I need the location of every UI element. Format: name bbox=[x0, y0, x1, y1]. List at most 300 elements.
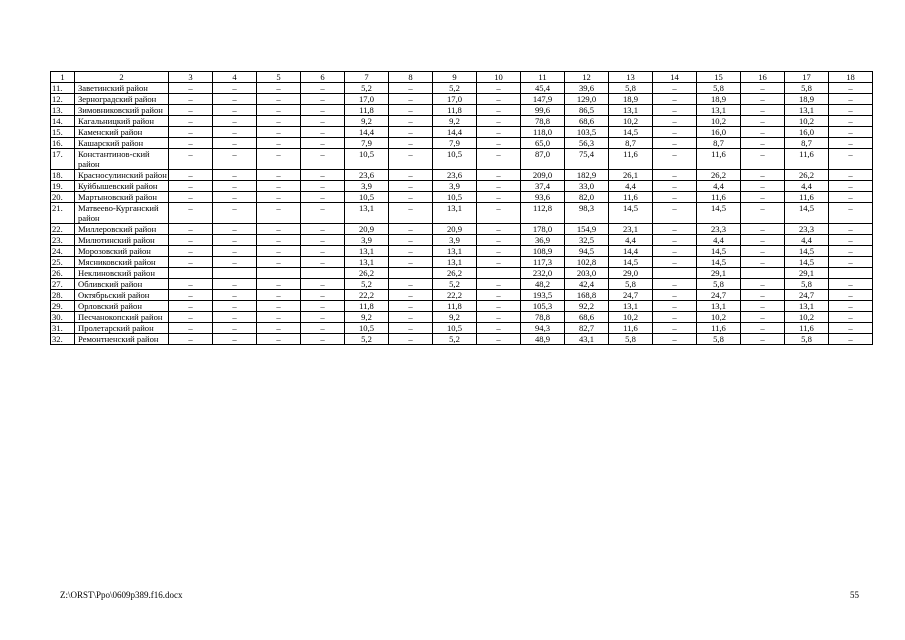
value-cell: – bbox=[389, 181, 433, 192]
value-cell: – bbox=[741, 312, 785, 323]
value-cell: 11,6 bbox=[785, 149, 829, 170]
value-cell: – bbox=[389, 246, 433, 257]
value-cell: 3,9 bbox=[433, 181, 477, 192]
value-cell: – bbox=[301, 257, 345, 268]
value-cell: – bbox=[829, 323, 873, 334]
value-cell: 11,6 bbox=[609, 149, 653, 170]
value-cell: – bbox=[389, 203, 433, 224]
value-cell: 5,8 bbox=[609, 334, 653, 345]
value-cell: 14,5 bbox=[697, 246, 741, 257]
table-row bbox=[51, 116, 873, 127]
value-cell: 39,6 bbox=[565, 83, 609, 94]
value-cell: 117,3 bbox=[521, 257, 565, 268]
header-cell: 4 bbox=[213, 72, 257, 83]
value-cell: 94,5 bbox=[565, 246, 609, 257]
value-cell: – bbox=[169, 149, 213, 170]
value-cell: 9,2 bbox=[345, 312, 389, 323]
value-cell: 3,9 bbox=[345, 235, 389, 246]
value-cell: 23,3 bbox=[785, 224, 829, 235]
value-cell: 14,4 bbox=[345, 127, 389, 138]
value-cell: 45,4 bbox=[521, 83, 565, 94]
row-number: 24. bbox=[51, 246, 75, 257]
header-cell: 8 bbox=[389, 72, 433, 83]
value-cell: – bbox=[301, 246, 345, 257]
value-cell: – bbox=[169, 181, 213, 192]
value-cell: – bbox=[653, 290, 697, 301]
value-cell: – bbox=[741, 181, 785, 192]
value-cell: – bbox=[389, 149, 433, 170]
value-cell: 10,2 bbox=[697, 116, 741, 127]
value-cell: – bbox=[169, 246, 213, 257]
value-cell: 13,1 bbox=[433, 246, 477, 257]
value-cell: 8,7 bbox=[697, 138, 741, 149]
value-cell: 68,6 bbox=[565, 312, 609, 323]
value-cell: 118,0 bbox=[521, 127, 565, 138]
value-cell: 8,7 bbox=[609, 138, 653, 149]
row-number: 28. bbox=[51, 290, 75, 301]
table-row bbox=[51, 94, 873, 105]
value-cell: – bbox=[213, 203, 257, 224]
header-cell: 5 bbox=[257, 72, 301, 83]
value-cell: – bbox=[213, 224, 257, 235]
value-cell: 5,8 bbox=[697, 334, 741, 345]
value-cell: – bbox=[477, 257, 521, 268]
value-cell: 13,1 bbox=[697, 105, 741, 116]
value-cell: 14,5 bbox=[697, 257, 741, 268]
value-cell: – bbox=[213, 116, 257, 127]
value-cell: 37,4 bbox=[521, 181, 565, 192]
value-cell: 5,8 bbox=[609, 83, 653, 94]
header-cell: 12 bbox=[565, 72, 609, 83]
row-number: 11. bbox=[51, 83, 75, 94]
value-cell: 13,1 bbox=[785, 105, 829, 116]
value-cell: – bbox=[213, 170, 257, 181]
value-cell: – bbox=[477, 105, 521, 116]
value-cell: – bbox=[301, 312, 345, 323]
value-cell: 5,2 bbox=[345, 334, 389, 345]
value-cell: – bbox=[213, 181, 257, 192]
value-cell: 3,9 bbox=[433, 235, 477, 246]
table-row bbox=[51, 235, 873, 246]
value-cell: 4,4 bbox=[697, 181, 741, 192]
header-cell: 1 bbox=[51, 72, 75, 83]
value-cell bbox=[169, 268, 213, 279]
value-cell: 18,9 bbox=[609, 94, 653, 105]
value-cell: 9,2 bbox=[345, 116, 389, 127]
value-cell: – bbox=[301, 290, 345, 301]
value-cell: – bbox=[169, 323, 213, 334]
header-cell: 15 bbox=[697, 72, 741, 83]
value-cell: – bbox=[257, 323, 301, 334]
value-cell: – bbox=[653, 312, 697, 323]
value-cell: – bbox=[389, 105, 433, 116]
value-cell: 26,1 bbox=[609, 170, 653, 181]
value-cell: 4,4 bbox=[697, 235, 741, 246]
value-cell: – bbox=[213, 83, 257, 94]
value-cell: – bbox=[301, 83, 345, 94]
value-cell: 32,5 bbox=[565, 235, 609, 246]
value-cell: 11,8 bbox=[345, 301, 389, 312]
value-cell: 42,4 bbox=[565, 279, 609, 290]
value-cell: 112,8 bbox=[521, 203, 565, 224]
value-cell: 20,9 bbox=[345, 224, 389, 235]
value-cell: 93,6 bbox=[521, 192, 565, 203]
value-cell: – bbox=[257, 94, 301, 105]
value-cell: – bbox=[213, 301, 257, 312]
value-cell: 16,0 bbox=[785, 127, 829, 138]
value-cell: – bbox=[257, 203, 301, 224]
value-cell: – bbox=[169, 105, 213, 116]
header-cell: 14 bbox=[653, 72, 697, 83]
district-name: Зимовниковский район bbox=[75, 105, 169, 116]
value-cell: – bbox=[477, 94, 521, 105]
value-cell: 5,2 bbox=[433, 279, 477, 290]
value-cell: 33,0 bbox=[565, 181, 609, 192]
value-cell: 24,7 bbox=[609, 290, 653, 301]
table-row bbox=[51, 127, 873, 138]
table-row bbox=[51, 181, 873, 192]
value-cell: 78,8 bbox=[521, 312, 565, 323]
table-row bbox=[51, 83, 873, 94]
value-cell: – bbox=[653, 170, 697, 181]
value-cell: – bbox=[653, 224, 697, 235]
value-cell: – bbox=[257, 301, 301, 312]
value-cell: 82,7 bbox=[565, 323, 609, 334]
value-cell: 232,0 bbox=[521, 268, 565, 279]
table-row bbox=[51, 257, 873, 268]
value-cell: – bbox=[257, 224, 301, 235]
value-cell: 11,8 bbox=[433, 105, 477, 116]
value-cell: 26,2 bbox=[433, 268, 477, 279]
value-cell: – bbox=[653, 94, 697, 105]
row-number: 15. bbox=[51, 127, 75, 138]
value-cell: – bbox=[477, 127, 521, 138]
district-name: Обливский район bbox=[75, 279, 169, 290]
value-cell: 86,5 bbox=[565, 105, 609, 116]
value-cell: 14,5 bbox=[785, 246, 829, 257]
value-cell: – bbox=[213, 334, 257, 345]
value-cell: 43,1 bbox=[565, 334, 609, 345]
header-cell: 16 bbox=[741, 72, 785, 83]
value-cell: – bbox=[477, 301, 521, 312]
value-cell: 9,2 bbox=[433, 116, 477, 127]
value-cell: – bbox=[257, 105, 301, 116]
value-cell: 10,2 bbox=[609, 312, 653, 323]
header-cell: 3 bbox=[169, 72, 213, 83]
value-cell: – bbox=[389, 224, 433, 235]
value-cell: 82,0 bbox=[565, 192, 609, 203]
value-cell: – bbox=[257, 127, 301, 138]
value-cell: – bbox=[829, 105, 873, 116]
value-cell: – bbox=[257, 279, 301, 290]
value-cell: 14,5 bbox=[609, 257, 653, 268]
value-cell: 7,9 bbox=[433, 138, 477, 149]
value-cell: – bbox=[741, 94, 785, 105]
value-cell: – bbox=[169, 290, 213, 301]
value-cell: 10,5 bbox=[345, 192, 389, 203]
value-cell: – bbox=[653, 105, 697, 116]
value-cell: 5,8 bbox=[609, 279, 653, 290]
value-cell: – bbox=[829, 334, 873, 345]
value-cell: – bbox=[653, 301, 697, 312]
value-cell: – bbox=[213, 279, 257, 290]
value-cell: 7,9 bbox=[345, 138, 389, 149]
value-cell: – bbox=[829, 170, 873, 181]
value-cell: 26,2 bbox=[345, 268, 389, 279]
value-cell: – bbox=[389, 127, 433, 138]
value-cell: – bbox=[301, 301, 345, 312]
row-number: 27. bbox=[51, 279, 75, 290]
table-row bbox=[51, 149, 873, 170]
value-cell: – bbox=[741, 334, 785, 345]
district-name: Неклиновский район bbox=[75, 268, 169, 279]
value-cell: – bbox=[829, 94, 873, 105]
value-cell: 17,0 bbox=[345, 94, 389, 105]
header-cell: 2 bbox=[75, 72, 169, 83]
value-cell: – bbox=[653, 203, 697, 224]
value-cell: 3,9 bbox=[345, 181, 389, 192]
value-cell: 154,9 bbox=[565, 224, 609, 235]
row-number: 32. bbox=[51, 334, 75, 345]
value-cell: – bbox=[477, 279, 521, 290]
value-cell: – bbox=[477, 192, 521, 203]
value-cell: – bbox=[741, 224, 785, 235]
value-cell: – bbox=[169, 138, 213, 149]
value-cell: 193,5 bbox=[521, 290, 565, 301]
data-table bbox=[50, 71, 873, 345]
value-cell: – bbox=[257, 170, 301, 181]
value-cell: – bbox=[829, 235, 873, 246]
value-cell: – bbox=[477, 138, 521, 149]
district-name: Константинов-ский район bbox=[75, 149, 169, 170]
value-cell: – bbox=[477, 149, 521, 170]
value-cell: – bbox=[389, 334, 433, 345]
district-name: Пролетарский район bbox=[75, 323, 169, 334]
value-cell: 56,3 bbox=[565, 138, 609, 149]
value-cell: – bbox=[389, 83, 433, 94]
value-cell: – bbox=[477, 224, 521, 235]
value-cell: – bbox=[477, 323, 521, 334]
row-number: 12. bbox=[51, 94, 75, 105]
value-cell: – bbox=[169, 301, 213, 312]
value-cell bbox=[389, 268, 433, 279]
value-cell: 10,5 bbox=[433, 323, 477, 334]
value-cell: 68,6 bbox=[565, 116, 609, 127]
value-cell: 5,8 bbox=[697, 83, 741, 94]
value-cell: 13,1 bbox=[345, 246, 389, 257]
value-cell: – bbox=[213, 192, 257, 203]
header-cell: 10 bbox=[477, 72, 521, 83]
value-cell: – bbox=[477, 83, 521, 94]
value-cell: – bbox=[213, 105, 257, 116]
value-cell: – bbox=[213, 312, 257, 323]
value-cell: 14,5 bbox=[609, 127, 653, 138]
value-cell: – bbox=[301, 334, 345, 345]
value-cell: 105,3 bbox=[521, 301, 565, 312]
value-cell: – bbox=[653, 138, 697, 149]
value-cell: 29,0 bbox=[609, 268, 653, 279]
value-cell: – bbox=[301, 127, 345, 138]
district-name: Матвеево-Курганский район bbox=[75, 203, 169, 224]
value-cell: 147,9 bbox=[521, 94, 565, 105]
header-cell: 6 bbox=[301, 72, 345, 83]
value-cell: – bbox=[741, 301, 785, 312]
value-cell: – bbox=[213, 290, 257, 301]
row-number: 17. bbox=[51, 149, 75, 170]
value-cell: 48,2 bbox=[521, 279, 565, 290]
district-name: Зерноградский район bbox=[75, 94, 169, 105]
table-row bbox=[51, 224, 873, 235]
value-cell: 4,4 bbox=[609, 181, 653, 192]
value-cell: – bbox=[829, 290, 873, 301]
value-cell: – bbox=[257, 246, 301, 257]
value-cell: – bbox=[169, 224, 213, 235]
value-cell: – bbox=[741, 203, 785, 224]
value-cell: – bbox=[301, 203, 345, 224]
header-cell: 13 bbox=[609, 72, 653, 83]
value-cell: – bbox=[829, 301, 873, 312]
table-row bbox=[51, 323, 873, 334]
district-name: Песчанокопский район bbox=[75, 312, 169, 323]
value-cell: – bbox=[653, 257, 697, 268]
value-cell: 11,6 bbox=[609, 192, 653, 203]
table-row bbox=[51, 301, 873, 312]
table-row bbox=[51, 170, 873, 181]
value-cell: – bbox=[301, 279, 345, 290]
value-cell: – bbox=[257, 116, 301, 127]
value-cell: 10,2 bbox=[697, 312, 741, 323]
row-number: 20. bbox=[51, 192, 75, 203]
value-cell: – bbox=[213, 149, 257, 170]
value-cell: – bbox=[741, 170, 785, 181]
value-cell: 10,5 bbox=[345, 149, 389, 170]
value-cell: – bbox=[301, 116, 345, 127]
district-name: Морозовский район bbox=[75, 246, 169, 257]
value-cell: 13,1 bbox=[785, 301, 829, 312]
value-cell: 78,8 bbox=[521, 116, 565, 127]
value-cell: – bbox=[829, 279, 873, 290]
value-cell: – bbox=[653, 116, 697, 127]
file-path: Z:\ORST\Ppo\0609p389.f16.docx bbox=[60, 590, 183, 600]
value-cell: 203,0 bbox=[565, 268, 609, 279]
value-cell: 18,9 bbox=[697, 94, 741, 105]
district-name: Милютинский район bbox=[75, 235, 169, 246]
value-cell: – bbox=[389, 235, 433, 246]
value-cell: 5,2 bbox=[433, 83, 477, 94]
table-row bbox=[51, 203, 873, 224]
value-cell: – bbox=[169, 192, 213, 203]
value-cell: – bbox=[389, 290, 433, 301]
row-number: 25. bbox=[51, 257, 75, 268]
value-cell: – bbox=[213, 127, 257, 138]
value-cell: – bbox=[477, 116, 521, 127]
table-body bbox=[51, 72, 873, 345]
value-cell: – bbox=[741, 323, 785, 334]
value-cell bbox=[829, 268, 873, 279]
value-cell: 20,9 bbox=[433, 224, 477, 235]
value-cell: 17,0 bbox=[433, 94, 477, 105]
value-cell: 10,2 bbox=[785, 116, 829, 127]
value-cell: – bbox=[257, 192, 301, 203]
value-cell: 13,1 bbox=[433, 257, 477, 268]
table-row bbox=[51, 105, 873, 116]
value-cell: – bbox=[741, 127, 785, 138]
value-cell: 11,6 bbox=[609, 323, 653, 334]
value-cell: – bbox=[169, 312, 213, 323]
value-cell: – bbox=[741, 290, 785, 301]
value-cell: – bbox=[257, 257, 301, 268]
value-cell: 98,3 bbox=[565, 203, 609, 224]
value-cell: 11,6 bbox=[785, 192, 829, 203]
value-cell: 13,1 bbox=[697, 301, 741, 312]
value-cell: – bbox=[477, 290, 521, 301]
value-cell: 14,5 bbox=[697, 203, 741, 224]
value-cell: 182,9 bbox=[565, 170, 609, 181]
value-cell bbox=[477, 268, 521, 279]
table-row bbox=[51, 138, 873, 149]
district-name: Кашарский район bbox=[75, 138, 169, 149]
row-number: 23. bbox=[51, 235, 75, 246]
row-number: 22. bbox=[51, 224, 75, 235]
value-cell: – bbox=[257, 138, 301, 149]
header-row bbox=[51, 72, 873, 83]
table-row bbox=[51, 279, 873, 290]
value-cell: – bbox=[389, 323, 433, 334]
row-number: 30. bbox=[51, 312, 75, 323]
value-cell: 10,2 bbox=[785, 312, 829, 323]
value-cell: 4,4 bbox=[609, 235, 653, 246]
value-cell: 9,2 bbox=[433, 312, 477, 323]
value-cell: – bbox=[741, 116, 785, 127]
value-cell: 10,2 bbox=[609, 116, 653, 127]
value-cell: 16,0 bbox=[697, 127, 741, 138]
value-cell: – bbox=[213, 257, 257, 268]
row-number: 29. bbox=[51, 301, 75, 312]
district-name: Октябрьский район bbox=[75, 290, 169, 301]
header-cell: 9 bbox=[433, 72, 477, 83]
table-row bbox=[51, 312, 873, 323]
value-cell: – bbox=[829, 181, 873, 192]
value-cell: – bbox=[301, 149, 345, 170]
value-cell: 14,5 bbox=[609, 203, 653, 224]
value-cell: 129,0 bbox=[565, 94, 609, 105]
district-name: Мартыновский район bbox=[75, 192, 169, 203]
value-cell: 87,0 bbox=[521, 149, 565, 170]
value-cell: 5,2 bbox=[345, 83, 389, 94]
value-cell: – bbox=[301, 138, 345, 149]
header-cell: 17 bbox=[785, 72, 829, 83]
value-cell: – bbox=[829, 83, 873, 94]
value-cell: – bbox=[389, 279, 433, 290]
value-cell: 13,1 bbox=[345, 203, 389, 224]
value-cell: – bbox=[741, 138, 785, 149]
value-cell: 92,2 bbox=[565, 301, 609, 312]
value-cell: 108,9 bbox=[521, 246, 565, 257]
value-cell: – bbox=[389, 257, 433, 268]
value-cell: – bbox=[389, 312, 433, 323]
value-cell: – bbox=[741, 192, 785, 203]
value-cell: – bbox=[389, 170, 433, 181]
row-number: 26. bbox=[51, 268, 75, 279]
value-cell: 14,4 bbox=[609, 246, 653, 257]
value-cell: 22,2 bbox=[345, 290, 389, 301]
value-cell: 13,1 bbox=[609, 301, 653, 312]
value-cell: – bbox=[213, 323, 257, 334]
district-name: Ремонтненский район bbox=[75, 334, 169, 345]
value-cell: 5,2 bbox=[345, 279, 389, 290]
page-number: 55 bbox=[850, 590, 859, 600]
row-number: 14. bbox=[51, 116, 75, 127]
